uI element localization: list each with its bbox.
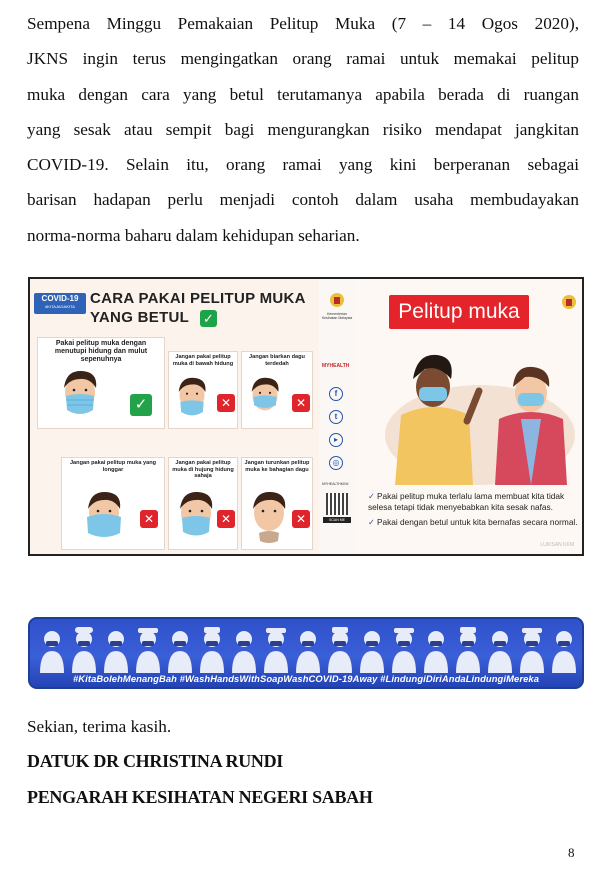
frontliners-illustration-icon: [34, 625, 580, 673]
tile-caption: Jangan biarkan dagu terdedah: [249, 354, 305, 367]
tile-incorrect: [241, 457, 313, 550]
tile-caption: Pakai pelitup muka dengan menutupi hidung dan mulut sepenuhnya: [54, 340, 148, 363]
wrong-cross-icon: ✕: [217, 510, 235, 528]
tile-caption: Jangan pakai pelitup muka di bawah hidung: [172, 354, 234, 367]
body-line: JKNS ingin terus mengingatkan orang ramai untuk memakai pelitup: [27, 49, 579, 69]
watermark: LUKISAN KKM: [540, 542, 574, 548]
wrong-cross-icon: ✕: [217, 394, 235, 412]
tile-incorrect: [168, 351, 238, 429]
myhealth-logo: MYHEALTH: [322, 363, 350, 369]
tile-correct: [37, 337, 165, 429]
social-strip: [319, 279, 355, 554]
infographic-title: [90, 289, 306, 327]
covid-badge-label: COVID-19: [41, 294, 79, 303]
body-line: muka dengan cara yang betul terutamanya apabila berada di ruangan: [27, 84, 579, 104]
pelitup-panel: [355, 279, 582, 554]
face-mask-icon: [56, 366, 104, 422]
wrong-cross-icon: ✕: [292, 510, 310, 528]
covid-badge-sub: #KITAJAGAKITA: [45, 304, 75, 309]
ministry-name: Kementerian Kesihatan Malaysia: [321, 312, 353, 320]
face-mask-icon: [172, 487, 220, 543]
body-line: norma-norma baharu dalam kehidupan seharian.: [27, 225, 360, 245]
people-illustration-icon: [375, 335, 584, 485]
correct-check-icon: ✓: [130, 394, 152, 416]
youtube-icon[interactable]: ▸: [329, 433, 343, 447]
check-icon: ✓: [200, 310, 217, 327]
face-mask-icon: [172, 372, 212, 422]
ministry-crest-icon: [328, 291, 346, 309]
tile-caption: Jangan turunkan pelitup muka ke bahagian dagu: [244, 460, 310, 473]
twitter-icon[interactable]: t: [329, 410, 343, 424]
instagram-icon[interactable]: ◎: [329, 456, 343, 470]
check-icon: ✓: [368, 491, 375, 501]
check-icon: ✓: [368, 517, 375, 527]
tile-incorrect: [61, 457, 165, 550]
title-line-1: CARA PAKAI PELITUP MUKA: [90, 290, 306, 307]
body-line: yang sesak atau sempit bagi mengurangkan risiko mendapat jangkitan: [27, 119, 579, 139]
wrong-cross-icon: ✕: [140, 510, 158, 528]
hashtag-text: #KitaBolehMenangBah #WashHandsWithSoapWashCOVID-19Away #LindungiDiriAndaLindungiMereka: [72, 673, 540, 684]
body-paragraph: [27, 6, 579, 253]
body-line: barisan hadapan perlu menjadi contoh dalam usaha membudayakan: [27, 190, 579, 210]
pelitup-banner: Pelitup muka: [389, 295, 529, 329]
face-mask-icon: [245, 487, 293, 543]
wrong-cross-icon: ✕: [292, 394, 310, 412]
closing-text: Sekian, terima kasih.: [27, 717, 172, 736]
covid-badge: [34, 293, 86, 314]
bullet-text: Pakai pelitup muka terlalu lama membuat kita tidak selesa tetapi tidak menyebabkan kita sesak nafas.: [368, 491, 565, 512]
face-mask-icon: [245, 372, 285, 422]
tile-incorrect: [241, 351, 313, 429]
qr-code-icon[interactable]: [326, 493, 348, 515]
bullet-item: [368, 517, 580, 528]
page-number: 8: [568, 845, 575, 860]
face-mask-icon: [80, 487, 128, 543]
how-to-wear-panel: [30, 279, 319, 554]
bullet-item: [368, 491, 580, 513]
facebook-icon[interactable]: f: [329, 387, 343, 401]
body-line: COVID-19. Selain itu, orang ramai yang kini berperanan sebagai: [27, 155, 579, 175]
signatory-title: PENGARAH KESIHATAN NEGERI SABAH: [27, 787, 373, 807]
bullet-text: Pakai dengan betul untuk kita bernafas secara normal.: [376, 517, 578, 527]
body-line: Sempena Minggu Pemakaian Pelitup Muka (7 – 14 Ogos 2020),: [27, 14, 579, 33]
tile-incorrect: [168, 457, 238, 550]
ministry-crest-icon: [560, 293, 578, 311]
tile-caption: Jangan pakai pelitup muka yang longgar: [69, 460, 157, 473]
tile-caption: Jangan pakai pelitup muka di hujung hidung sahaja: [172, 460, 234, 479]
title-line-2: YANG BETUL: [90, 309, 190, 326]
mask-infographic: [28, 277, 584, 556]
myhealth-handle: MYHEALTHKKM: [322, 482, 349, 486]
signatory-name: DATUK DR CHRISTINA RUNDI: [27, 751, 283, 771]
hashtag-banner: [28, 617, 584, 689]
scan-label: SCAN ME: [323, 517, 351, 523]
